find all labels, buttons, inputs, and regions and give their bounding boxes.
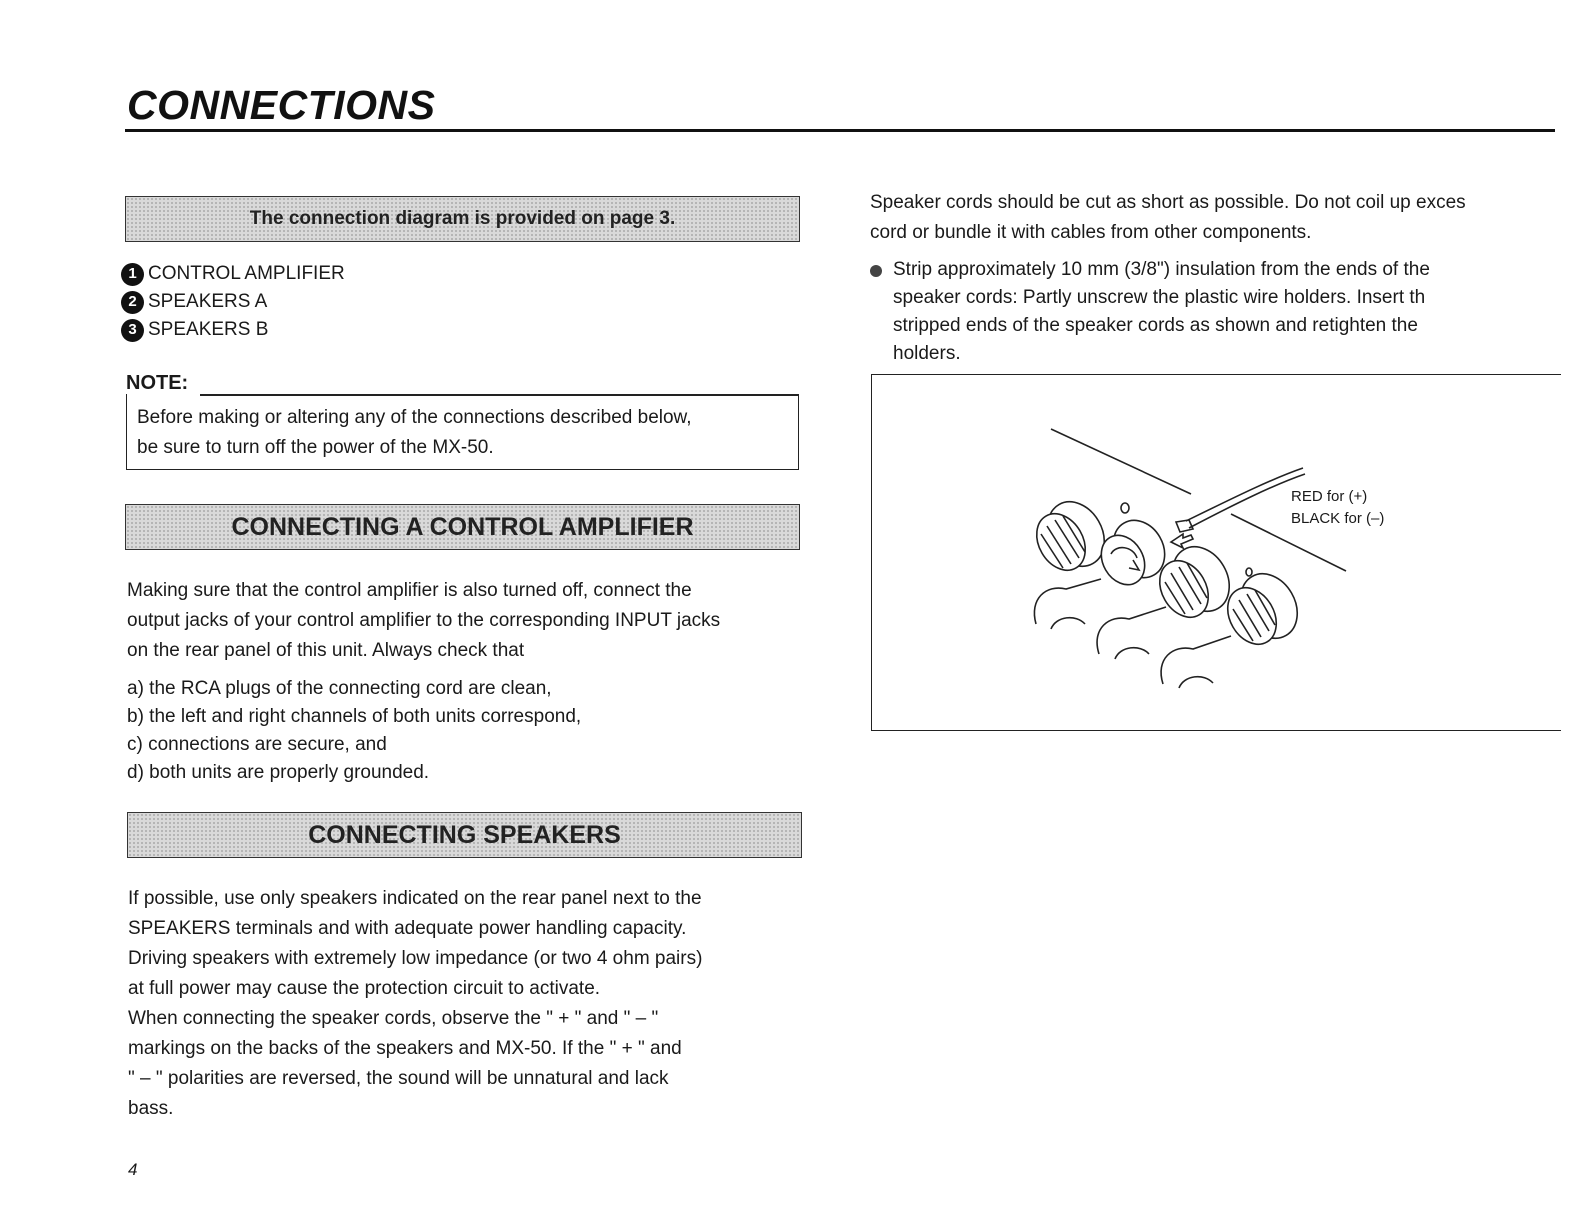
paragraph-line: output jacks of your control amplifier to the corresponding INPUT jacks — [127, 610, 721, 631]
insert-arrow-icon — [1171, 534, 1193, 548]
section-heading-amplifier — [125, 504, 800, 550]
terminal-housing — [1115, 648, 1149, 659]
list-item: b) the left and right channels of both units correspond, — [127, 706, 582, 727]
binding-post-knob — [1218, 564, 1309, 653]
paragraph-line: " – " polarities are reversed, the sound will be unnatural and lack — [128, 1068, 669, 1089]
page-title: CONNECTIONS — [127, 82, 436, 128]
paragraph-line: markings on the backs of the speakers and MX-50. If the " + " and — [128, 1038, 682, 1059]
paragraph-line: bass. — [128, 1098, 174, 1119]
terminal-housing — [1051, 618, 1085, 629]
paragraph-line: on the rear panel of this unit. Always check that — [127, 640, 525, 661]
number-badge-icon: 3 — [121, 319, 144, 342]
number-badge-icon: 1 — [121, 263, 144, 286]
paragraph-line: stripped ends of the speaker cords as shown and retighten the — [893, 315, 1418, 336]
paragraph-line: If possible, use only speakers indicated on the rear panel next to the — [128, 888, 702, 909]
speaker-cord — [1186, 468, 1303, 521]
paragraph-line: speaker cords: Partly unscrew the plastic wire holders. Insert th — [893, 287, 1426, 308]
list-item — [121, 260, 345, 288]
section-heading-text: CONNECTING A CONTROL AMPLIFIER — [231, 512, 694, 541]
amplifier-paragraph — [127, 576, 807, 666]
diagram-notice-text: The connection diagram is provided on page 3. — [249, 208, 676, 229]
binding-post-knob — [1027, 492, 1116, 579]
note-text-line: be sure to turn off the power of the MX-50. — [137, 437, 494, 458]
title-rule — [125, 129, 1555, 132]
black-polarity-label: BLACK for (–) — [1291, 510, 1385, 527]
section-heading-speakers — [127, 812, 802, 858]
paragraph-line: cord or bundle it with cables from other components. — [870, 222, 1312, 243]
paragraph-line: Speaker cords should be cut as short as possible. Do not coil up exces — [870, 192, 1466, 213]
list-item — [121, 288, 345, 316]
paragraph-line: Making sure that the control amplifier is also turned off, connect the — [127, 580, 692, 601]
speaker-cord-paragraph — [870, 188, 1570, 248]
paragraph-line: holders. — [893, 343, 961, 364]
paragraph-line: Strip approximately 10 mm (3/8") insulation from the ends of the — [893, 259, 1430, 280]
paragraph-line: Driving speakers with extremely low impedance (or two 4 ohm pairs) — [128, 948, 703, 969]
speaker-terminal-illustration — [871, 374, 1561, 731]
red-polarity-label: RED for (+) — [1291, 488, 1368, 505]
list-item-label: CONTROL AMPLIFIER — [148, 263, 345, 284]
speakers-paragraph — [128, 884, 808, 1124]
terminal-housing — [1097, 607, 1166, 654]
bullet-icon — [870, 265, 882, 277]
list-item — [121, 316, 345, 344]
list-item-label: SPEAKERS B — [148, 319, 269, 340]
list-item-label: SPEAKERS A — [148, 291, 268, 312]
terminal-housing — [1179, 677, 1213, 688]
stripped-wire-end — [1176, 520, 1193, 532]
note-label: NOTE: — [126, 372, 189, 394]
page-number: 4 — [128, 1160, 138, 1179]
note-text-line: Before making or altering any of the connections described below, — [137, 407, 692, 428]
strip-instruction — [870, 256, 1570, 368]
list-item: a) the RCA plugs of the connecting cord are clean, — [127, 678, 552, 699]
check-list — [127, 675, 581, 787]
bullet-text — [893, 256, 1430, 368]
note-box — [126, 394, 799, 470]
paragraph-line: at full power may cause the protection circuit to activate. — [128, 978, 601, 999]
section-heading-text: CONNECTING SPEAKERS — [308, 820, 621, 849]
list-item: d) both units are properly grounded. — [127, 762, 430, 783]
binding-post-knob — [1150, 537, 1241, 626]
terminal-mark — [1246, 568, 1252, 576]
speaker-cord — [1189, 474, 1305, 528]
number-badge-icon: 2 — [121, 291, 144, 314]
paragraph-line: SPEAKERS terminals and with adequate power handling capacity. — [128, 918, 687, 939]
list-item: c) connections are secure, and — [127, 734, 387, 755]
paragraph-line: When connecting the speaker cords, observe the " + " and " – " — [128, 1008, 659, 1029]
component-list — [121, 260, 345, 344]
terminal-mark — [1121, 503, 1129, 513]
diagram-notice-bar — [125, 196, 800, 242]
panel-edge-line — [1051, 429, 1191, 494]
